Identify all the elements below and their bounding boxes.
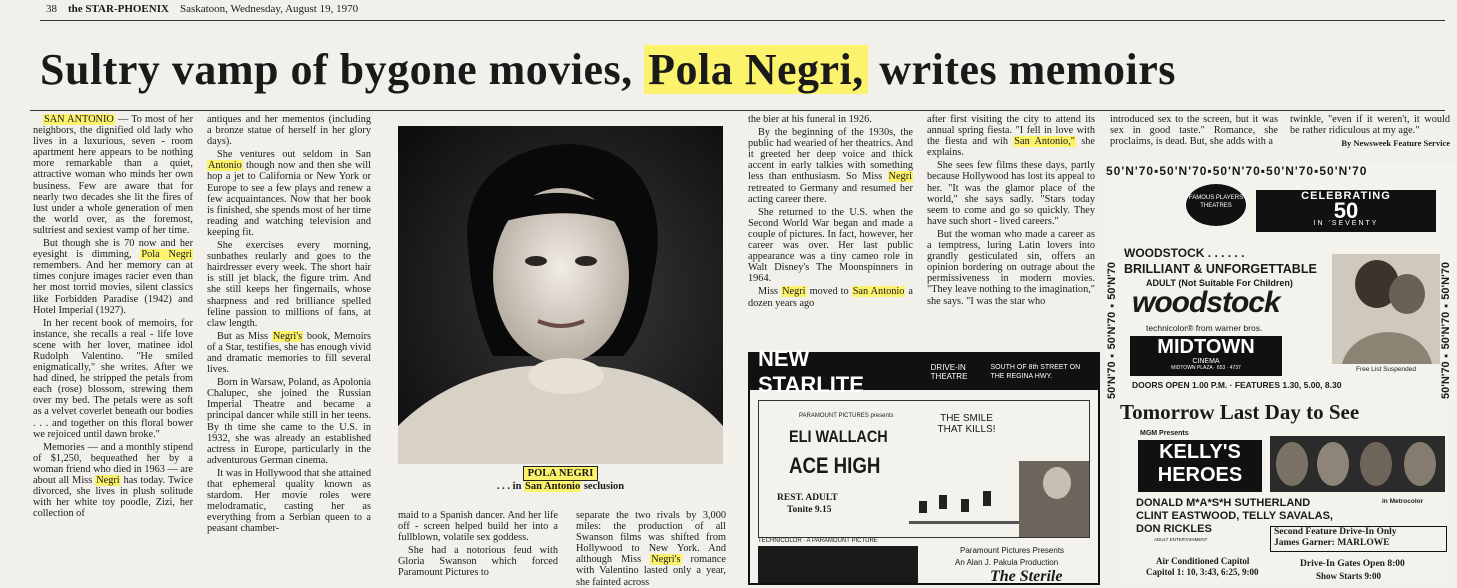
article-column-2: antiques and her mementos (including a bronze statue of herself in her glory days). She ventures out seldom in San Antonio though now and then she will hop a jet to California or New York or Europe to see a few plays and renew a few acquaintances. Now that her book is finished, she spends most of her time reading and watching television and keeping fit. She exercises every morning, sunbathes reularly and goes to the hairdresser every week. The short hair is still jet black, the figure trim. And she still keeps her fingernails, whose sharpness and red brilliance spelled feline passion to millions of fans, at claw length. But as Miss Negri's book, Memoirs of a Star, testifies, she has enough vivid and dramatic memories to fill several lives. Born in Warsaw, Poland, as Apolonia Chalupec, she joined the Russian Imperial Theatre and became a principal dancer while still in her teens. By th time she came to the U.S. in 1932, she was already an established actress in Europe, particularly in the adventurous German cinema. It was in Hollywood that she attained that ephemeral quality known as stardom. Her movie roles were melodramatic, casting her as everything from a Serbian queen to a peasant chamber- <box>207 114 372 535</box>
border-top: 50'N'70▪50'N'70▪50'N'70▪50'N'70▪50'N'70 <box>1106 164 1368 178</box>
starlite-banner: NEW STARLITE DRIVE-IN THEATRE SOUTH OF 8th STREET ON THE REGINA HWY. <box>750 354 1098 390</box>
page-number: 38 <box>46 3 57 15</box>
cast-photos <box>1270 436 1445 492</box>
article-column-5: the bier at his funeral in 1926. By the beginning of the 1930s, the public had wearied of her theatrics. And it greeted her deep voice and thick accent in early talkies with something less than enthusiasm. So Miss Negri retreated to Germany and resumed her acting career there. She returned to the U.S. when the Second World War began and made a couple of pictures. In fact, however, her career was over. Her last public appearance was a tiny cameo role in Walt Disney's The Moonspinners in 1964. Miss Negri moved to San Antonio a dozen years ago <box>748 114 913 309</box>
midtown-banner: MIDTOWN CINEMA MIDTOWN PLAZA · 653 · 4737 <box>1130 336 1282 376</box>
sterile-cuckoo-image <box>758 546 918 583</box>
article-column-3: maid to a Spanish dancer. And her life off - screen helped build her into a fullblown, volatile sex goddess. She had a notorious feud with Gloria Swanson which forced Paramount Pictures to <box>398 510 558 579</box>
woodstock-title: woodstock <box>1132 286 1280 319</box>
page-header <box>46 3 358 15</box>
headline: Sultry vamp of bygone movies, Pola Negri, writes memoirs <box>40 45 1176 94</box>
couple-illustration <box>1332 254 1440 364</box>
dateline: Saskatoon, Wednesday, August 19, 1970 <box>179 3 359 15</box>
portrait-photo <box>398 126 723 464</box>
famous-players-logo: FAMOUS PLAYERS THEATRES <box>1186 184 1246 226</box>
border-right: 50'N'70▪50'N'70▪50'N'70 <box>1440 262 1452 399</box>
second-feature-box: Second Feature Drive-In Only James Garner: MARLOWE <box>1270 526 1447 552</box>
starlite-ad: NEW STARLITE DRIVE-IN THEATRE SOUTH OF 8th STREET ON THE REGINA HWY. PARAMOUNT PICTURES presents ELI WALLACH ACE HIGH THE SMILE THAT KILLS! REST. ADULT Tonite 9.15 TECHNICOLOR · A PARAMOUNT PICTURE Paramount Pictures Presents An Alan J. Pakula Production The Sterile <box>748 352 1100 585</box>
woodstock-ad: 50'N'70▪50'N'70▪50'N'70▪50'N'70▪50'N'70 50'N'70▪50'N'70▪50'N'70 50'N'70▪50'N'70▪50'N'70 FAMOUS PLAYERS THEATRES CELEBRATING 50 IN 'SEVENTY WOODSTOCK . . . . . . BRILLIANT & UNFORGETTABLE ADULT (Not Suitable For Children) woodstock technicolor® from warner bros. MIDTOWN CINEMA MIDTOWN PLAZA · 653 · 4737 Free List Suspended DOORS OPEN 1.00 P.M. · FEATURES 1.30, 5.00, 8.30 <box>1106 164 1456 399</box>
photo-caption: POLA NEGRI . . . in San Antonio seclusion <box>496 468 625 492</box>
article-column-7: introduced sex to the screen, but it was sex in good taste." Romance, she proclaims, is dead. But, she adds with a <box>1110 114 1278 148</box>
star-name: ELI WALLACH <box>789 427 888 446</box>
ace-high-panel: PARAMOUNT PICTURES presents ELI WALLACH ACE HIGH THE SMILE THAT KILLS! REST. ADULT Tonite 9.15 <box>758 400 1090 538</box>
article-column-4: separate the two rivals by 3,000 miles: the production of all Swanson films was shifted from Hollywood to New York. And although Miss Negri's romance with Valentino lasted only a year, she fainted across <box>576 510 726 588</box>
celebrating-banner: CELEBRATING 50 IN 'SEVENTY <box>1256 190 1436 232</box>
ad-headline: Tomorrow Last Day to See <box>1120 400 1360 424</box>
article-column-6: after first visiting the city to attend its annual spring fiesta. "I fell in love with the fiesta and wih San Antonio," she explains. She sees few films these days, partly because Hollywood has lost its appeal to her. "It was the glamor place of the world," she says sadly. "Stars today seem to come and go so quickly. They have such short - lived careers." But the woman who made a career as a temptress, luring Latin lovers into grandly gesticulated sin, offers an opinion bordering on outrage about the permissiveness in modern movies. "They leave nothing to the imagination," she says. "I was the star who <box>927 114 1095 307</box>
article-column-8: twinkle, "even if it weren't, it would be rather ridiculous at my age." By Newsweek Feature Service <box>1290 114 1450 149</box>
border-left: 50'N'70▪50'N'70▪50'N'70 <box>1106 262 1118 399</box>
article-column-1: SAN ANTONIO — To most of her neighbors, the dignified old lady who lives in a luxurious, seven - room apartment here appears to be nothing more remarkable than a quiet, attractive woman who minds her own business. Few are aware that for nearly two decades she lit the fires of lust under a whole generation of men the world over, as the foremost, sultriest and sexiest vamp of her time. But though she is 70 now and her eyesight is dimming, Pola Negri remembers. And her memory can at times conjure images racier even than her most torrid movies, silent classics like Forbidden Paradise (1942) and Hotel Imperial (1927). In her recent book of memoirs, for instance, she recalls a real - life love scene with her lover, matinee idol Rudolph Valentino. "He smiled enigmatically," she writes. After we had dined, he stripped the petals from each (rose) blossom, strewing them over my bed. The petals were as soft as a velvet coverlet beneath our bodies . . . and together on this floral bower we rejoiced until dawn broke." Memories — and a monthly stipend of $1,250, bequeathed her by a woman friend who died in 1963 — are about all Miss Negri has today. Twice divorced, she lives in plush solitude with her white toy poodle, Zizi, her collection of <box>33 114 193 520</box>
caption-name: POLA NEGRI <box>523 466 599 481</box>
header-rule <box>40 20 1445 21</box>
headline-rule <box>30 110 1445 111</box>
horsemen-illustration <box>909 461 1089 537</box>
movie-title: ACE HIGH <box>789 453 881 478</box>
kellys-title-block: KELLY'S HEROES <box>1138 440 1262 492</box>
tagline: THE SMILE THAT KILLS! <box>937 413 996 435</box>
kellys-heroes-ad: Tomorrow Last Day to See MGM Presents KELLY'S HEROES DONALD M*A*S*H SUTHERLAND in Metrocolor CLINT EASTWOOD, TELLY SAVALAS, DON RICKLES ADULT ENTERTAINMENT Second Feature Drive-In Only James Garner: MARLOWE Air Conditioned Capitol Capitol 1: 10, 3:43, 6:25, 9:00 Drive-In Gates Open 8:00 Show Starts 9:00 <box>1120 400 1450 581</box>
paper-name: the STAR-PHOENIX <box>68 3 169 15</box>
headline-highlight: Pola Negri, <box>644 45 868 94</box>
